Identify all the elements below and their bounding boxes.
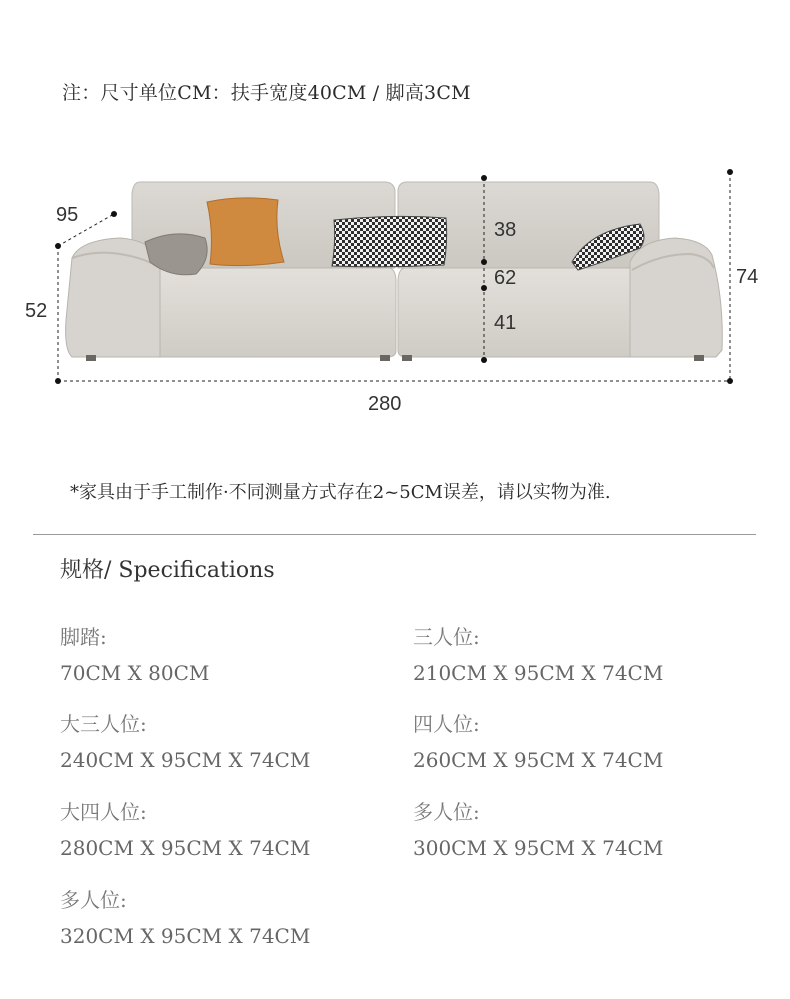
sofa-leg bbox=[694, 355, 704, 361]
spec-item bbox=[60, 887, 310, 949]
depth-label: 95 bbox=[56, 204, 79, 226]
spec-value: 240CM X 95CM X 74CM bbox=[60, 748, 311, 772]
spec-item bbox=[413, 711, 663, 773]
spec-label: 三人位: bbox=[413, 625, 480, 649]
spec-item bbox=[60, 711, 310, 773]
spec-value: 210CM X 95CM X 74CM bbox=[413, 661, 664, 685]
seat-base-label: 41 bbox=[494, 312, 517, 334]
spec-value: 70CM X 80CM bbox=[60, 661, 210, 685]
seat-cushion-right bbox=[398, 268, 640, 357]
spec-value: 280CM X 95CM X 74CM bbox=[60, 836, 311, 860]
back-cushion-label: 38 bbox=[494, 219, 517, 241]
total-height-label: 74 bbox=[736, 266, 759, 288]
spec-value: 320CM X 95CM X 74CM bbox=[60, 924, 311, 948]
spec-label: 多人位: bbox=[60, 888, 127, 912]
spec-label: 脚踏: bbox=[60, 625, 107, 649]
spec-item bbox=[413, 624, 663, 686]
seat-height-label: 62 bbox=[494, 267, 517, 289]
spec-title: 规格/ Specifications bbox=[60, 558, 275, 583]
sofa-dimension-diagram bbox=[0, 150, 790, 420]
tolerance-note: *家具由于手工制作·不同测量方式存在2~5CM误差，请以实物为准. bbox=[70, 482, 611, 503]
spec-item bbox=[60, 624, 209, 686]
spec-label: 大三人位: bbox=[60, 712, 147, 736]
orange-pillow bbox=[207, 198, 284, 266]
spec-label: 大四人位: bbox=[60, 800, 147, 824]
sofa-leg bbox=[380, 355, 390, 361]
sofa-leg bbox=[86, 355, 96, 361]
spec-label: 四人位: bbox=[413, 712, 480, 736]
sofa-leg bbox=[402, 355, 412, 361]
spec-label: 多人位: bbox=[413, 800, 480, 824]
arm-height-label: 52 bbox=[25, 300, 48, 322]
houndstooth-pillow-center bbox=[332, 216, 447, 266]
seat-cushion-left bbox=[150, 268, 396, 357]
spec-item bbox=[413, 799, 663, 861]
spec-value: 260CM X 95CM X 74CM bbox=[413, 748, 664, 772]
sofa-image bbox=[66, 182, 723, 361]
dimension-note: 注：尺寸单位CM：扶手宽度40CM / 脚高3CM bbox=[62, 82, 471, 104]
total-width-label: 280 bbox=[368, 393, 402, 415]
spec-item bbox=[60, 799, 310, 861]
spec-value: 300CM X 95CM X 74CM bbox=[413, 836, 664, 860]
divider bbox=[33, 534, 756, 535]
